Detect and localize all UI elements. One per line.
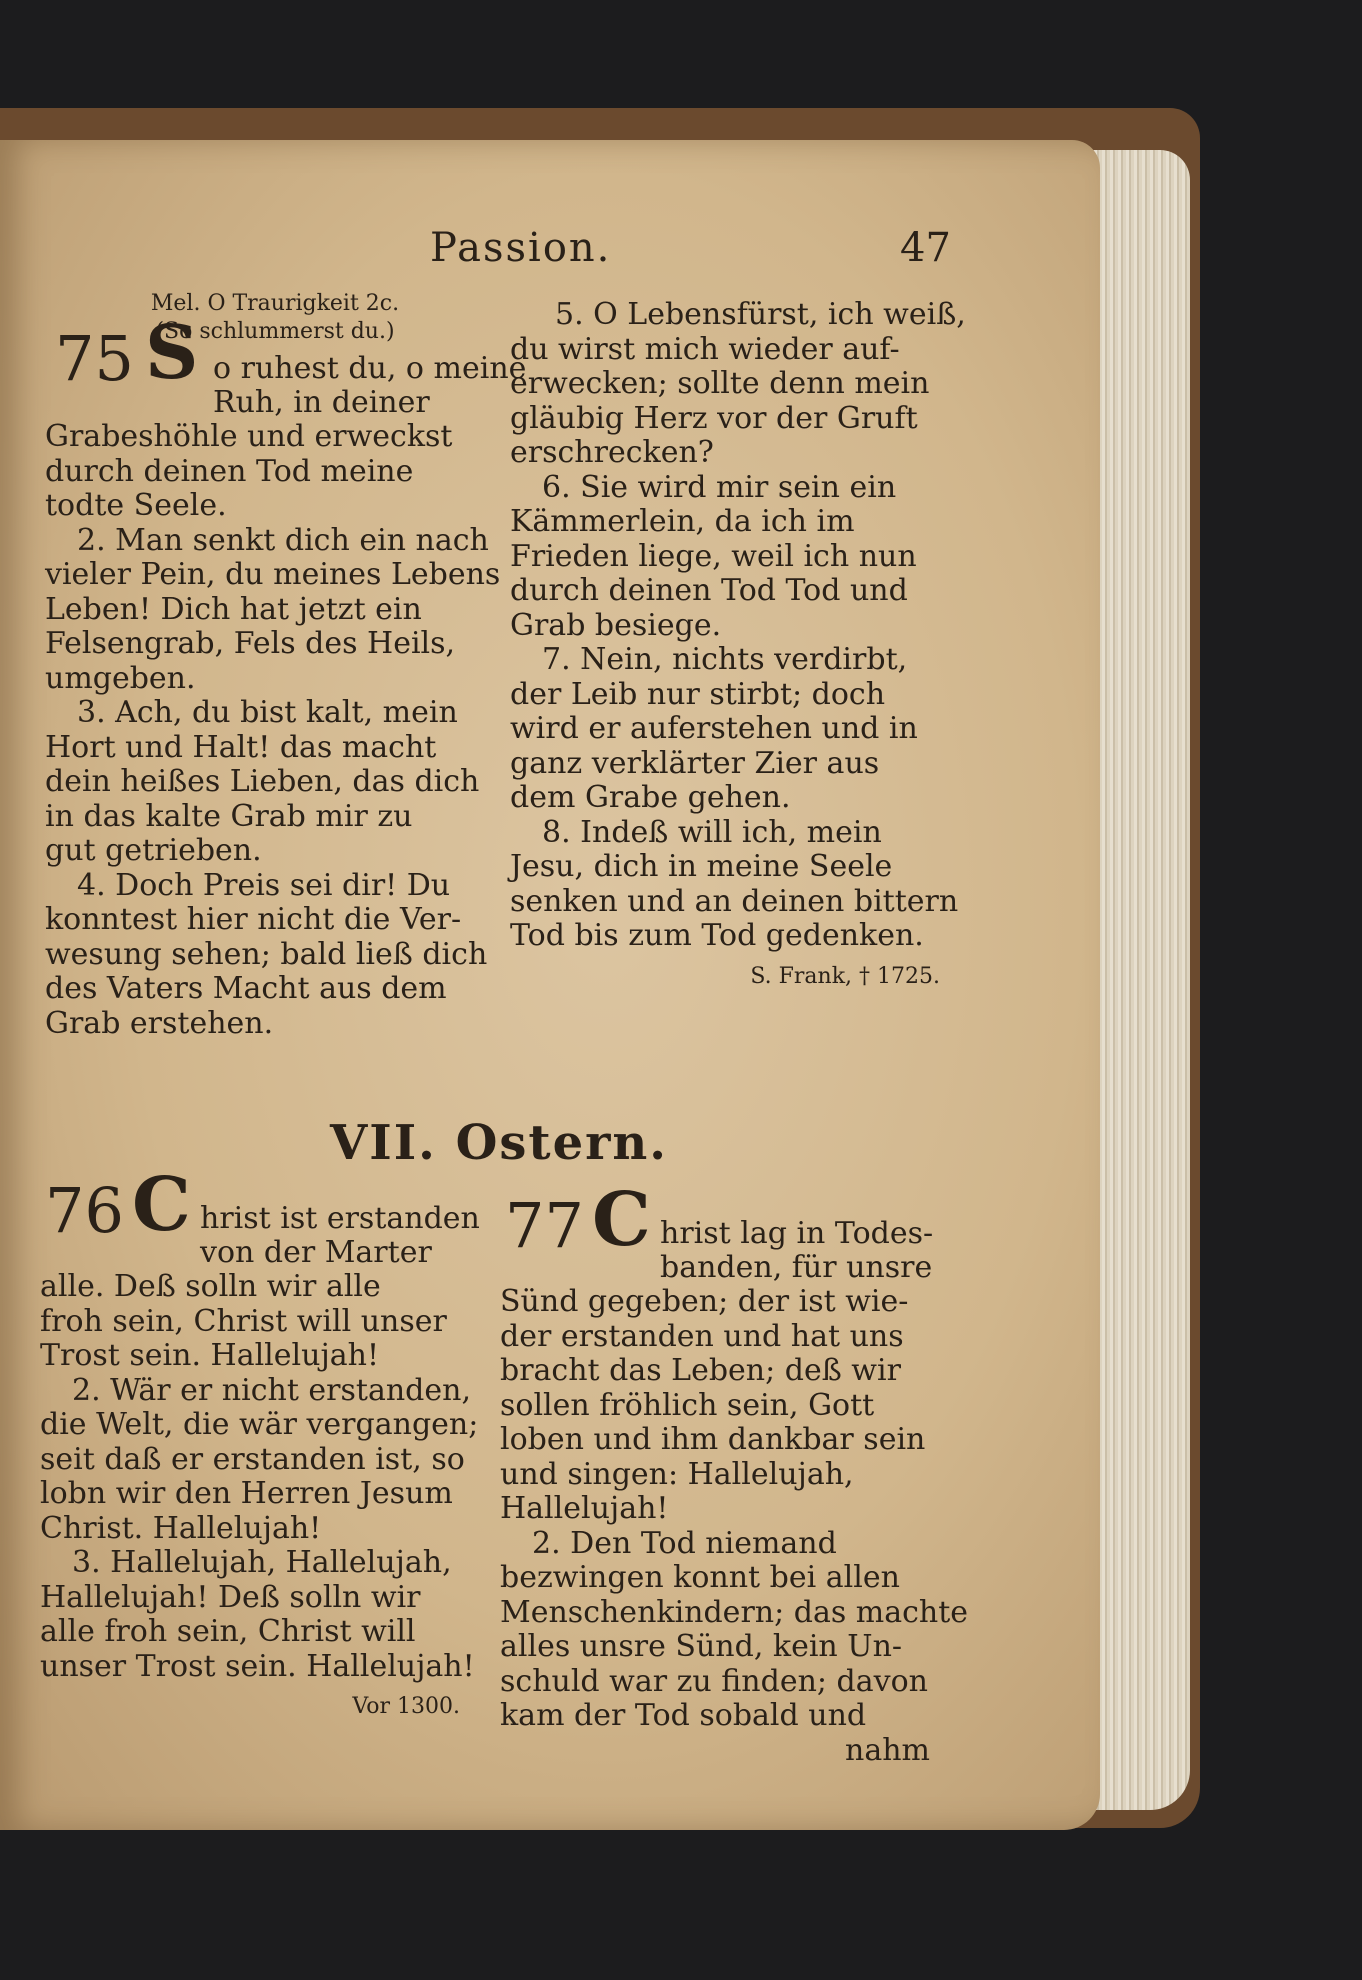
hymn-line: schuld war zu finden; davon <box>500 1663 928 1699</box>
hymn-line: Felsengrab, Fels des Heils, <box>45 626 456 661</box>
hymn-line: der Leib nur stirbt; doch <box>510 676 886 712</box>
hymn-line: Grabeshöhle und erweckst <box>45 419 453 454</box>
hymn-line: Frieden liege, weil ich nun <box>510 538 917 574</box>
hymn-line: erwecken; sollte denn mein <box>510 366 930 401</box>
hymn-line: Menschenkindern; das machte <box>500 1594 969 1630</box>
hymn-line: 5. O Lebensfürst, ich weiß, <box>555 297 966 332</box>
hymn-line: Sünd gegeben; der ist wie- <box>500 1284 909 1319</box>
hymn-line: Hallelujah! Deß solln wir <box>40 1579 421 1615</box>
hymn-line: 3. Hallelujah, Hallelujah, <box>72 1545 452 1580</box>
hymn-line: durch deinen Tod Tod und <box>510 573 908 608</box>
hymn-author: S. Frank, † 1725. <box>750 963 940 989</box>
hymn-line: sollen fröhlich sein, Gott <box>500 1387 875 1423</box>
hymn-line: konntest hier nicht die Ver- <box>45 902 462 937</box>
melody-line: (So schlummerst du.) <box>155 319 395 344</box>
hymn-line: 8. Indeß will ich, mein <box>542 814 882 850</box>
hymn-line: und singen: Hallelujah, <box>500 1456 854 1492</box>
hymn-line: Leben! Dich hat jetzt ein <box>45 591 422 627</box>
catchword: nahm <box>845 1732 930 1768</box>
hymn-76-column <box>40 1162 480 1725</box>
hymn-75-left-column <box>45 290 527 1041</box>
dropcap: C <box>132 1162 191 1248</box>
hymn-number: 77 <box>505 1189 584 1262</box>
hymn-line: 7. Nein, nichts verdirbt, <box>542 642 908 677</box>
hymn-75-right-column <box>510 297 966 994</box>
hymn-line: unser Trost sein. Hallelujah! <box>40 1648 475 1684</box>
hymn-line: froh sein, Christ will unser <box>40 1303 447 1339</box>
page-number: 47 <box>900 225 951 271</box>
hymn-line: hrist ist erstanden <box>200 1201 480 1236</box>
hymn-line: Grab besiege. <box>510 607 722 643</box>
hymn-line: dem Grabe gehen. <box>510 780 791 815</box>
hymn-line: alle. Deß solln wir alle <box>40 1269 381 1304</box>
hymn-line: Christ. Hallelujah! <box>40 1510 322 1546</box>
hymn-line: Hallelujah! <box>500 1491 669 1526</box>
hymn-line: ganz verklärter Zier aus <box>510 745 880 781</box>
hymn-line: wesung sehen; bald ließ dich <box>45 936 488 972</box>
hymn-line: senken und an deinen bittern <box>510 883 959 919</box>
hymn-line: 3. Ach, du bist kalt, mein <box>77 695 458 730</box>
dropcap: C <box>592 1177 651 1263</box>
hymn-line: Grab erstehen. <box>45 1005 274 1041</box>
hymn-line: loben und ihm dankbar sein <box>500 1422 926 1457</box>
hymn-line: 4. Doch Preis sei dir! Du <box>77 867 451 903</box>
hymn-line: gut getrieben. <box>45 833 262 868</box>
hymn-77-column <box>500 1177 969 1768</box>
hymn-line: o ruhest du, o meine <box>213 351 527 386</box>
section-title: VII. Ostern. <box>330 1115 669 1171</box>
melody-line: Mel. O Traurigkeit 2c. <box>150 291 400 316</box>
hymn-line: erschrecken? <box>510 435 714 470</box>
hymn-line: hrist lag in Todes- <box>660 1216 934 1251</box>
hymn-line: bezwingen konnt bei allen <box>500 1560 900 1595</box>
hymn-line: Jesu, dich in meine Seele <box>510 849 893 884</box>
hymn-number: 75 <box>55 322 134 395</box>
hymn-line: kam der Tod sobald und <box>500 1698 867 1733</box>
hymn-line: Ruh, in deiner <box>213 385 430 420</box>
hymn-line: Hort und Halt! das macht <box>45 729 437 765</box>
hymn-line: dein heißes Lieben, das dich <box>45 764 480 799</box>
hymn-line: banden, für unsre <box>660 1250 933 1285</box>
hymn-line: Tod bis zum Tod gedenken. <box>510 918 924 953</box>
hymn-line: Kämmerlein, da ich im <box>510 504 855 539</box>
hymn-line: alles unsre Sünd, kein Un- <box>500 1629 903 1664</box>
hymn-line: gläubig Herz vor der Gruft <box>510 400 918 436</box>
hymn-line: 2. Wär er nicht erstanden, <box>72 1372 471 1408</box>
hymn-line: vieler Pein, du meines Lebens <box>45 557 501 592</box>
hymn-line: lobn wir den Herren Jesum <box>40 1476 453 1511</box>
hymn-line: von der Marter <box>200 1235 432 1270</box>
hymn-line: umgeben. <box>45 660 196 696</box>
hymn-line: du wirst mich wieder auf- <box>510 331 900 367</box>
hymn-line: 2. Den Tod niemand <box>532 1525 837 1561</box>
hymn-line: die Welt, die wär vergangen; <box>40 1407 479 1442</box>
hymn-line: 6. Sie wird mir sein ein <box>542 469 897 505</box>
hymn-line: alle froh sein, Christ will <box>40 1614 416 1649</box>
hymn-line: des Vaters Macht aus dem <box>45 971 447 1006</box>
hymn-line: todte Seele. <box>45 488 227 523</box>
hymn-date: Vor 1300. <box>352 1694 460 1719</box>
hymn-line: in das kalte Grab mir zu <box>45 798 413 834</box>
hymn-line: durch deinen Tod meine <box>45 453 414 489</box>
hymn-line: seit daß er erstanden ist, so <box>40 1441 465 1477</box>
hymn-line: bracht das Leben; deß wir <box>500 1353 901 1388</box>
hymn-line: wird er auferstehen und in <box>510 711 918 746</box>
hymn-line: 2. Man senkt dich ein nach <box>77 522 489 558</box>
hymn-number: 76 <box>45 1174 124 1247</box>
dropcap: S <box>145 310 199 396</box>
hymn-line: der erstanden und hat uns <box>500 1318 904 1354</box>
hymn-line: Trost sein. Hallelujah! <box>40 1338 380 1373</box>
running-title: Passion. <box>430 225 612 271</box>
